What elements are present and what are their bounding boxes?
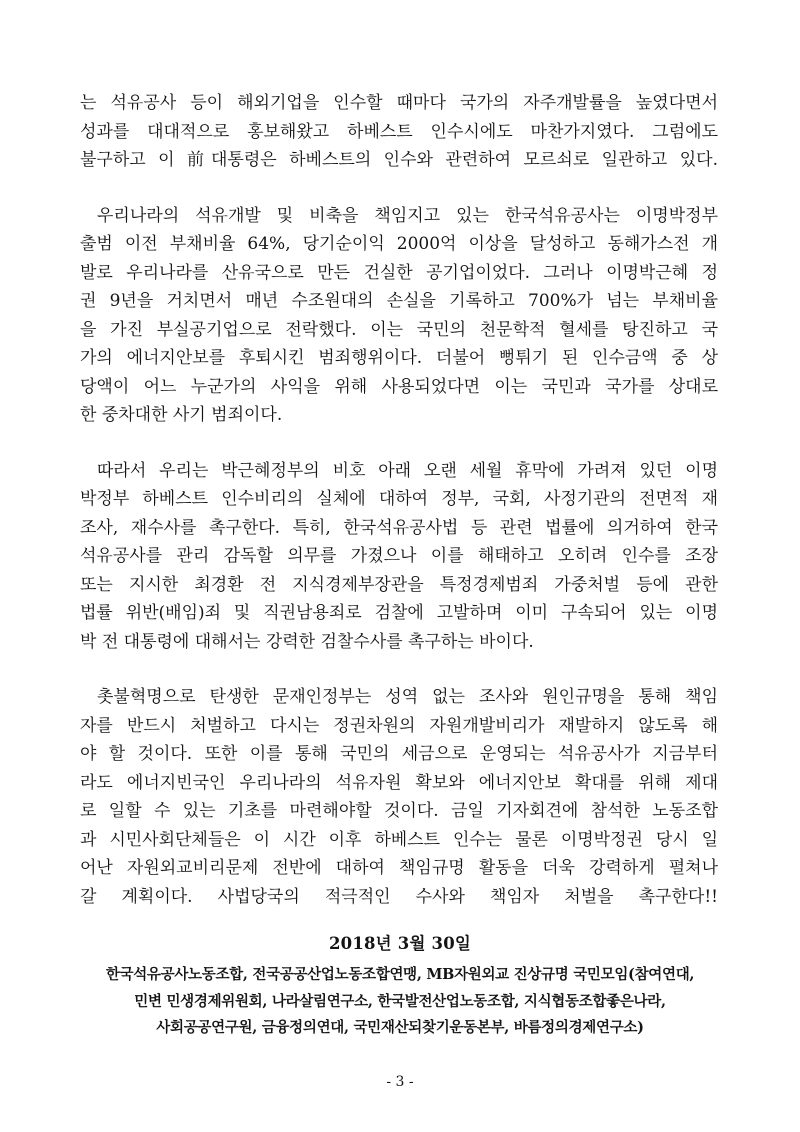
statement-closing bbox=[0, 932, 800, 1042]
paragraph-investigation-demand bbox=[80, 457, 718, 657]
body-text-line: 박정부 하베스트 인수비리의 실체에 대하여 정부, 국회, 사정기관의 전면적 재 bbox=[80, 489, 718, 509]
body-text-line: 야 할 것이다. 또한 이를 통해 국민의 세금으로 운영되는 석유공사가 지금부터 bbox=[80, 744, 718, 764]
body-text-line: 불구하고 이 前대통령은 하베스트의 인수와 관련하여 모르쇠로 일관하고 있다. bbox=[80, 150, 718, 170]
body-text-line: 는 석유공사 등이 해외기업을 인수할 때마다 국가의 자주개발률을 높였다면서 bbox=[80, 93, 718, 113]
body-text-line: 박 전 대통령에 대해서는 강력한 검찰수사를 촉구하는 바이다. bbox=[80, 631, 534, 652]
signatory-line: 한국석유공사노동조합, 전국공공산업노동조합연맹, MB자원외교 진상규명 국민모임(참여연대, bbox=[105, 966, 695, 983]
body-text-line: 석유공사를 관리 감독할 의무를 가졌으나 이를 해태하고 오히려 인수를 조장 bbox=[80, 546, 718, 566]
body-text-line: 성과를 대대적으로 홍보해왔고 하베스트 인수시에도 마찬가지였다. 그럼에도 bbox=[80, 121, 718, 142]
body-text-line: 우리나라의 석유개발 및 비축을 책임지고 있는 한국석유공사는 이명박정부 bbox=[97, 205, 718, 226]
body-text-line: 자를 반드시 처벌하고 다시는 정권차원의 자원개발비리가 재발하지 않도록 해 bbox=[80, 715, 718, 736]
paragraph-continuation bbox=[80, 89, 718, 175]
body-text-line: 과 시민사회단체들은 이 시간 이후 하베스트 인수는 물론 이명박정권 당시 일 bbox=[80, 829, 718, 850]
signatory-line: 민변 민생경제위원회, 나라살림연구소, 한국발전산업노동조합, 지식협동조합좋은나라, bbox=[134, 992, 666, 1010]
body-text-line: 출범 이전 부채비율 64%, 당기순이익 2000억 이상을 달성하고 동해가스전 개 bbox=[80, 234, 718, 254]
statement-date: 2018년 3월 30일 bbox=[328, 934, 472, 953]
body-text-line: 어난 자원외교비리문제 전반에 대하여 책임규명 활동을 더욱 강력하게 펼쳐나 bbox=[80, 858, 718, 878]
paragraph-kogas-debt bbox=[80, 202, 718, 430]
body-text-line: 권 9년을 거치면서 매년 수조원대의 손실을 기록하고 700%가 넘는 부채비율 bbox=[80, 291, 718, 311]
paragraph-conclusion bbox=[80, 683, 718, 911]
signatory-list bbox=[0, 962, 800, 1042]
body-text-line: 한 중차대한 사기 범죄이다. bbox=[80, 405, 283, 425]
body-text-line: 발로 우리나라를 산유국으로 만든 건실한 공기업이었다. 그러나 이명박근혜 정 bbox=[80, 262, 718, 283]
body-text-line: 또는 지시한 최경환 전 지식경제부장관을 특정경제범죄 가중처벌 등에 관한 bbox=[80, 574, 718, 595]
statement-body bbox=[80, 89, 718, 911]
body-text-line: 법률 위반(배임)죄 및 직권남용죄로 검찰에 고발하며 이미 구속되어 있는 이명 bbox=[80, 603, 718, 623]
page-number: - 3 - bbox=[386, 1074, 414, 1090]
body-text-line: 당액이 어느 누군가의 사익을 위해 사용되었다면 이는 국민과 국가를 상대로 bbox=[80, 376, 718, 397]
body-text-line: 라도 에너지빈국인 우리나라의 석유자원 확보와 에너지안보 확대를 위해 제대 bbox=[80, 772, 718, 793]
body-text-line: 조사, 재수사를 촉구한다. 특히, 한국석유공사법 등 관련 법률에 의거하여 한국 bbox=[80, 517, 718, 538]
body-text-line: 따라서 우리는 박근혜정부의 비호 아래 오랜 세월 휴막에 가려져 있던 이명 bbox=[97, 460, 718, 481]
signatory-line: 사회공공연구원, 금융정의연대, 국민재산되찾기운동본부, 바름정의경제연구소) bbox=[156, 1019, 644, 1036]
body-text-line: 갈 계획이다. 사법당국의 적극적인 수사와 책임자 처벌을 촉구한다!! bbox=[80, 886, 718, 907]
body-text-line: 촛불혁명으로 탄생한 문재인정부는 성역 없는 조사와 원인규명을 통해 책임 bbox=[97, 687, 718, 707]
body-text-line: 로 일할 수 있는 기초를 마련해야할 것이다. 금일 기자회견에 참석한 노동조합 bbox=[80, 801, 718, 821]
body-text-line: 을 가진 부실공기업으로 전락했다. 이는 국민의 천문학적 혈세를 탕진하고 국 bbox=[80, 319, 718, 340]
body-text-line: 가의 에너지안보를 후퇴시킨 범죄행위이다. 더불어 뻥튀기 된 인수금액 중 상 bbox=[80, 348, 718, 368]
